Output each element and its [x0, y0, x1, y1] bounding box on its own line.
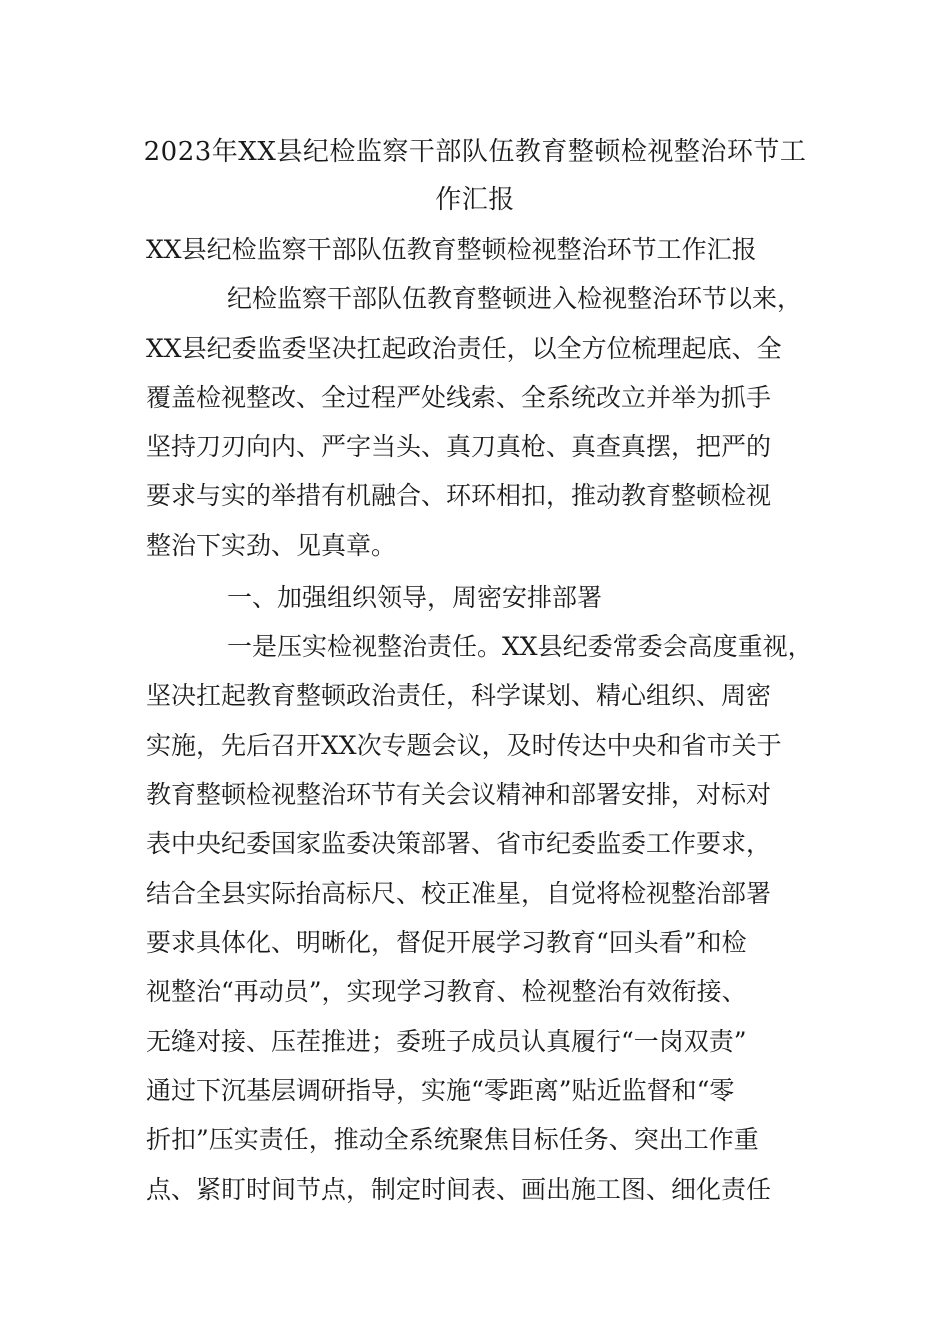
paragraph-line: 要求具体化、明晰化，督促开展学习教育“回头看”和检	[146, 928, 747, 957]
paragraph-line: 无缝对接、压茬推进；委班子成员认真履行“一岗双责”	[146, 1027, 747, 1056]
title-line-1: 2023年XX县纪检监察干部队伍教育整顿检视整治环节工	[143, 137, 807, 167]
paragraph-line: 点、紧盯时间节点，制定时间表、画出施工图、细化责任	[146, 1175, 772, 1204]
paragraph-line: 要求与实的举措有机融合、环环相扣，推动教育整顿检视	[146, 481, 772, 510]
paragraph-line: 视整治“再动员”，实现学习教育、检视整治有效衔接、	[146, 977, 747, 1006]
paragraph-line: 通过下沉基层调研指导，实施“零距离”贴近监督和“零	[146, 1076, 735, 1105]
paragraph-line: 结合全县实际抬高标尺、校正准星，自觉将检视整治部署	[146, 879, 772, 908]
document-subtitle: XX县纪检监察干部队伍教育整顿检视整治环节工作汇报	[146, 235, 757, 264]
paragraph-line: 折扣”压实责任，推动全系统聚焦目标任务、突出工作重	[146, 1125, 759, 1154]
paragraph-line: 教育整顿检视整治环节有关会议精神和部署安排，对标对	[146, 780, 772, 809]
paragraph-line: 实施，先后召开XX次专题会议，及时传达中央和省市关于	[146, 731, 782, 760]
paragraph-line: 整治下实劲、见真章。	[146, 531, 397, 560]
paragraph-line: XX县纪委监委坚决扛起政治责任，以全方位梳理起底、全	[146, 334, 782, 363]
title-line-2: 作汇报	[435, 185, 515, 215]
paragraph-line: 纪检监察干部队伍教育整顿进入检视整治环节以来，	[227, 284, 803, 313]
paragraph-line: 坚持刀刃向内、严字当头、真刀真枪、真查真摆，把严的	[146, 432, 772, 461]
section-heading: 一、加强组织领导，周密安排部署	[227, 583, 603, 612]
paragraph-line: 覆盖检视整改、全过程严处线索、全系统改立并举为抓手	[146, 383, 772, 412]
document-title	[120, 128, 830, 224]
paragraph-line: 一是压实检视整治责任。XX县纪委常委会高度重视，	[227, 632, 813, 661]
paragraph-line: 表中央纪委国家监委决策部署、省市纪委监委工作要求，	[146, 829, 772, 858]
paragraph-line: 坚决扛起教育整顿政治责任，科学谋划、精心组织、周密	[146, 681, 772, 710]
